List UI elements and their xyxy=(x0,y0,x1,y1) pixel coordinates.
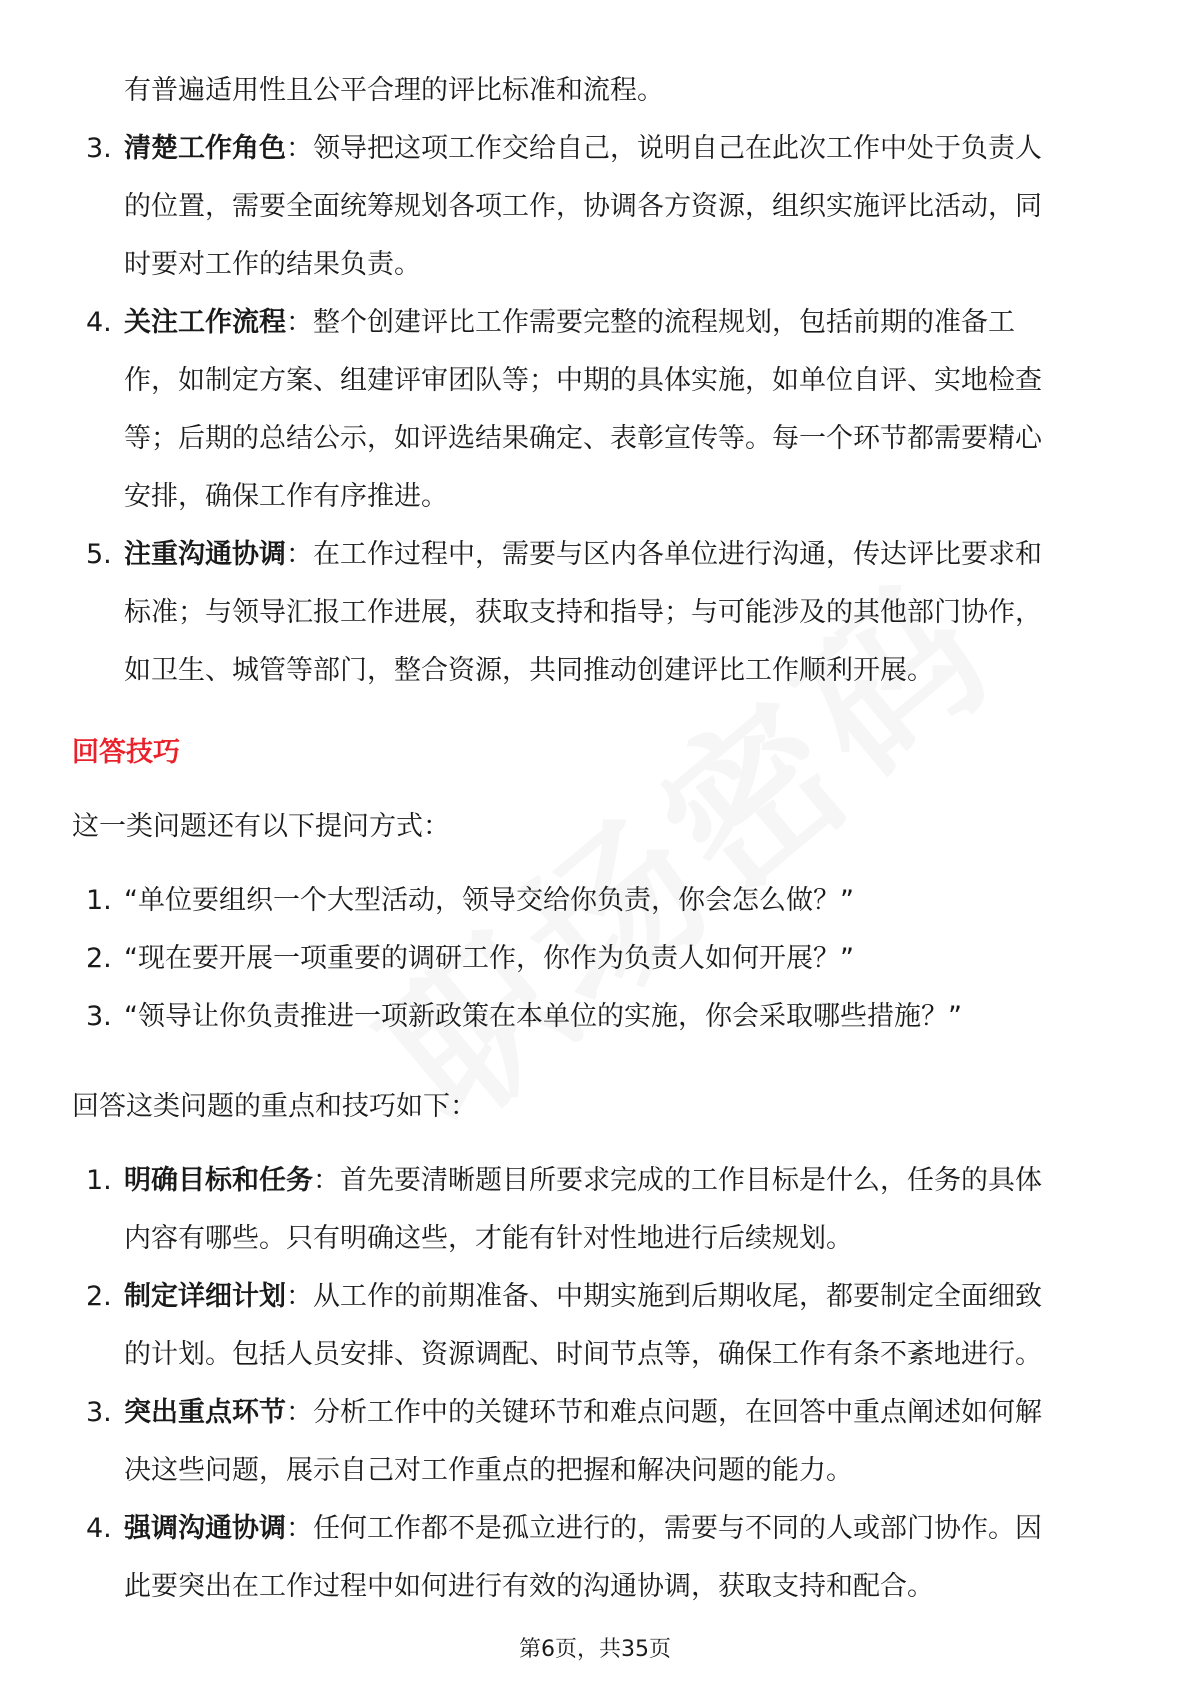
list-number: 4. xyxy=(86,307,112,338)
list-item xyxy=(72,120,1112,294)
list-item xyxy=(72,1384,1112,1500)
list-item-line xyxy=(124,1442,1112,1500)
list-item-line xyxy=(124,1326,1112,1384)
list-item-text: 的计划。包括人员安排、资源调配、时间节点等，确保工作有条不紊地进行。 xyxy=(124,1339,1042,1370)
list-number: 2. xyxy=(86,1281,112,1312)
question-body xyxy=(124,872,1112,930)
list-number: 1. xyxy=(86,1165,112,1196)
list-item-text: ：从工作的前期准备、中期实施到后期收尾，都要制定全面细致 xyxy=(286,1281,1042,1312)
list-item-text: 作，如制定方案、组建评审团队等；中期的具体实施，如单位自评、实地检查 xyxy=(124,365,1042,396)
question-body xyxy=(124,930,1112,988)
list-item xyxy=(72,1268,1112,1384)
list-item-title: 关注工作流程 xyxy=(124,307,286,338)
list-item-line xyxy=(124,1558,1112,1616)
question-number: 3. xyxy=(86,1001,112,1032)
list-item-text: 此要突出在工作过程中如何进行有效的沟通协调，获取支持和配合。 xyxy=(124,1571,934,1602)
list-item-text: 等；后期的总结公示，如评选结果确定、表彰宣传等。每一个环节都需要精心 xyxy=(124,423,1042,454)
list-item xyxy=(72,526,1112,700)
page-content xyxy=(72,62,1112,1616)
list-item-line xyxy=(124,584,1112,642)
tips-paragraph: 回答这类问题的重点和技巧如下： xyxy=(72,1091,477,1122)
list-item-line xyxy=(124,1268,1112,1326)
list-item-line xyxy=(124,1210,1112,1268)
list-item-body xyxy=(124,294,1112,526)
list-item xyxy=(72,294,1112,526)
list-item-text: ：首先要清晰题目所要求完成的工作目标是什么，任务的具体 xyxy=(313,1165,1042,1196)
list-item-line xyxy=(124,178,1112,236)
list-item-text: ：任何工作都不是孤立进行的，需要与不同的人或部门协作。因 xyxy=(286,1513,1042,1544)
intro-tail-text: 有普遍适用性且公平合理的评比标准和流程。 xyxy=(124,75,664,106)
list-item-text: ：分析工作中的关键环节和难点问题，在回答中重点阐述如何解 xyxy=(286,1397,1042,1428)
list-a xyxy=(72,120,1112,700)
list-item-title: 清楚工作角色 xyxy=(124,133,286,164)
list-item-title: 注重沟通协调 xyxy=(124,539,286,570)
question-body xyxy=(124,988,1112,1046)
list-item-line xyxy=(124,352,1112,410)
question-number: 2. xyxy=(86,943,112,974)
list-item-line xyxy=(124,236,1112,294)
question-item xyxy=(72,872,1112,930)
list-item-text: 的位置，需要全面统筹规划各项工作，协调各方资源，组织实施评比活动，同 xyxy=(124,191,1042,222)
list-item-body xyxy=(124,1268,1112,1384)
list-item-text: 安排，确保工作有序推进。 xyxy=(124,481,448,512)
list-item-text: 标准；与领导汇报工作进展，获取支持和指导；与可能涉及的其他部门协作， xyxy=(124,597,1042,628)
list-item-body xyxy=(124,1384,1112,1500)
list-item-line xyxy=(124,294,1112,352)
list-number: 5. xyxy=(86,539,112,570)
question-list xyxy=(72,872,1112,1046)
list-item-text: ：整个创建评比工作需要完整的流程规划，包括前期的准备工 xyxy=(286,307,1015,338)
list-item-line xyxy=(124,642,1112,700)
list-item-body xyxy=(124,120,1112,294)
list-item xyxy=(72,1152,1112,1268)
list-item-text: ：在工作过程中，需要与区内各单位进行沟通，传达评比要求和 xyxy=(286,539,1042,570)
list-item-text: ：领导把这项工作交给自己，说明自己在此次工作中处于负责人 xyxy=(286,133,1042,164)
question-text: “现在要开展一项重要的调研工作，你作为负责人如何开展？” xyxy=(124,943,854,974)
list-item-text: 时要对工作的结果负责。 xyxy=(124,249,421,280)
question-text: “领导让你负责推进一项新政策在本单位的实施，你会采取哪些措施？” xyxy=(124,1001,962,1032)
list-item-line xyxy=(124,1384,1112,1442)
question-number: 1. xyxy=(86,885,112,916)
list-item-text: 如卫生、城管等部门，整合资源，共同推动创建评比工作顺利开展。 xyxy=(124,655,934,686)
list-item-line xyxy=(124,410,1112,468)
list-b xyxy=(72,1152,1112,1616)
list-item-line xyxy=(124,1152,1112,1210)
intro-paragraph: 这一类问题还有以下提问方式： xyxy=(72,811,450,842)
list-item-text: 决这些问题，展示自己对工作重点的把握和解决问题的能力。 xyxy=(124,1455,853,1486)
list-item-title: 突出重点环节 xyxy=(124,1397,286,1428)
page-footer: 第6页，共35页 xyxy=(519,1637,671,1662)
list-number: 3. xyxy=(86,1397,112,1428)
list-item-title: 制定详细计划 xyxy=(124,1281,286,1312)
section-title: 回答技巧 xyxy=(72,737,180,768)
list-item-text: 内容有哪些。只有明确这些，才能有针对性地进行后续规划。 xyxy=(124,1223,853,1254)
list-item-line xyxy=(124,468,1112,526)
list-item-body xyxy=(124,1152,1112,1268)
question-text: “单位要组织一个大型活动，领导交给你负责，你会怎么做？” xyxy=(124,885,854,916)
question-item xyxy=(72,930,1112,988)
list-item-line xyxy=(124,1500,1112,1558)
list-item-body xyxy=(124,1500,1112,1616)
list-item-title: 强调沟通协调 xyxy=(124,1513,286,1544)
list-item-body xyxy=(124,526,1112,700)
question-item xyxy=(72,988,1112,1046)
list-item-line xyxy=(124,120,1112,178)
list-number: 4. xyxy=(86,1513,112,1544)
list-item-title: 明确目标和任务 xyxy=(124,1165,313,1196)
list-item xyxy=(72,1500,1112,1616)
list-item-line xyxy=(124,526,1112,584)
list-number: 3. xyxy=(86,133,112,164)
